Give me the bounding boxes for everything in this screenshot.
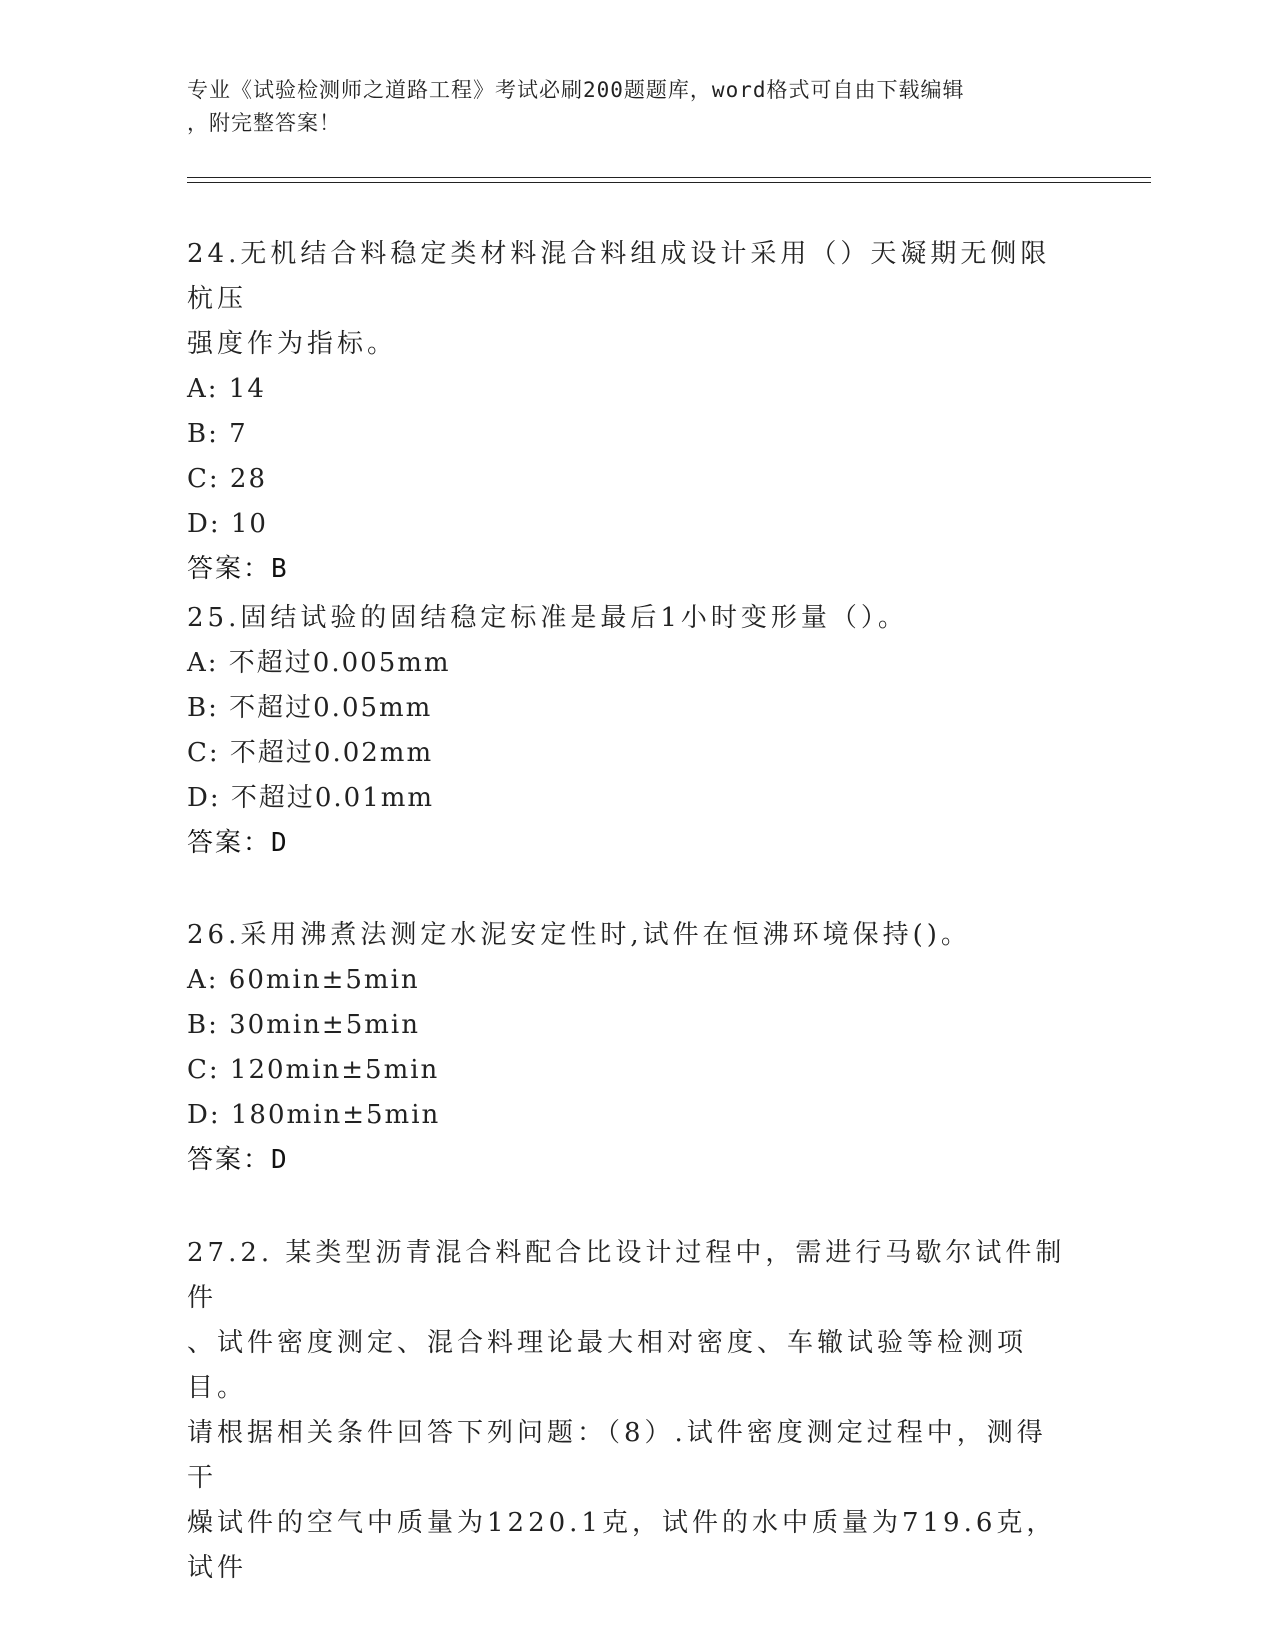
question-stem-line: 、试件密度测定、混合料理论最大相对密度、车辙试验等检测项目。 <box>187 1328 1028 1403</box>
option-b: B: 30min±5min <box>187 1010 420 1040</box>
option-d: D: 10 <box>187 509 268 539</box>
question-stem-line: 26.采用沸煮法测定水泥安定性时,试件在恒沸环境保持()。 <box>187 920 971 950</box>
answer: 答案：D <box>187 828 289 858</box>
option-a: A: 14 <box>187 374 266 404</box>
option-a: A: 60min±5min <box>187 965 420 995</box>
question-26 <box>187 913 1067 1183</box>
option-c: C: 28 <box>187 464 268 494</box>
option-d: D: 不超过0.01mm <box>187 783 435 813</box>
question-stem-line: 请根据相关条件回答下列问题：（8）.试件密度测定过程中，测得干 <box>187 1418 1047 1493</box>
question-24 <box>187 232 1067 592</box>
option-c: C: 120min±5min <box>187 1055 440 1085</box>
question-stem-line: 强度作为指标。 <box>187 329 398 359</box>
option-a: A: 不超过0.005mm <box>187 648 451 678</box>
option-b: B: 7 <box>187 419 248 449</box>
header-line-1: 专业《试验检测师之道路工程》考试必刷200题题库，word格式可自由下载编辑 <box>187 78 965 102</box>
option-d: D: 180min±5min <box>187 1100 441 1130</box>
option-c: C: 不超过0.02mm <box>187 738 434 768</box>
question-stem-line: 24.无机结合料稳定类材料混合料组成设计采用（）天凝期无侧限杭压 <box>187 239 1051 314</box>
header-divider-bottom <box>187 182 1151 183</box>
header-divider-top <box>187 177 1151 178</box>
question-27 <box>187 1231 1067 1591</box>
option-b: B: 不超过0.05mm <box>187 693 433 723</box>
question-stem-line: 25.固结试验的固结稳定标准是最后1小时变形量（）。 <box>187 603 908 633</box>
question-stem-line: 燥试件的空气中质量为1220.1克，试件的水中质量为719.6克，试件 <box>187 1508 1057 1583</box>
question-25 <box>187 596 1067 866</box>
header-line-2: ，附完整答案！ <box>187 111 341 135</box>
document-header <box>187 74 1067 140</box>
question-stem-line: 27.2. 某类型沥青混合料配合比设计过程中，需进行马歇尔试件制件 <box>187 1238 1066 1313</box>
answer: 答案：B <box>187 554 289 584</box>
answer: 答案：D <box>187 1145 289 1175</box>
